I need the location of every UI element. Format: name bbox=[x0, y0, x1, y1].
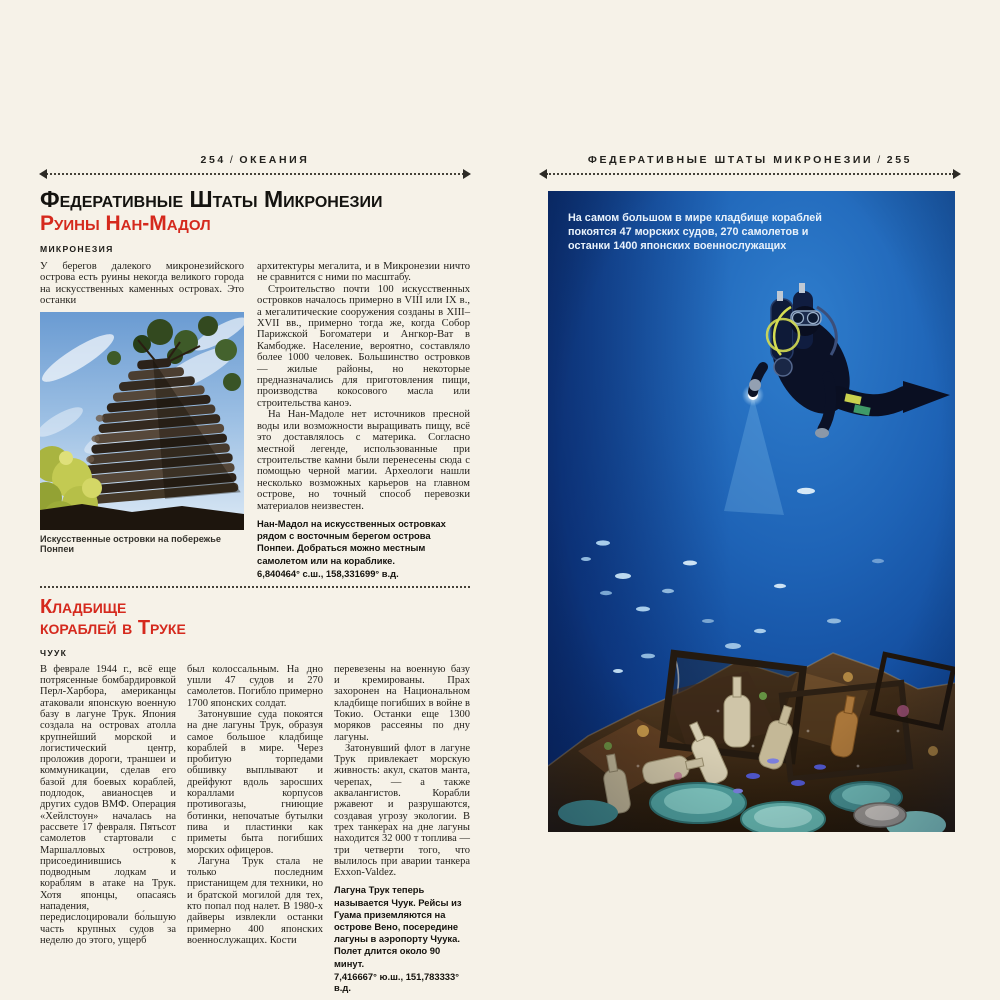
paragraph: архитектуры мегалита, и в Микронезии ничто не сравнится с ними по масштабу. bbox=[257, 261, 470, 284]
dotted-rule bbox=[46, 173, 464, 175]
column-1 bbox=[40, 261, 244, 579]
travel-tip: Нан-Мадол на искусственных островках рядом с восточным берегом острова Понпеи. Добраться можно местным самолетом или на кораблике. bbox=[257, 517, 446, 566]
paragraph: перевезены на военную базу и кремированы. Прах захоронен на Национальном кладбище погибших в войне в Токио. Останки еще 1300 моряков рассеяны по дну лагуны. bbox=[334, 663, 470, 743]
region-kicker: МИКРОНЕЗИЯ bbox=[40, 244, 114, 254]
separator: / bbox=[229, 154, 236, 166]
dotted-rule bbox=[40, 586, 470, 588]
page-number: 254 bbox=[200, 154, 226, 166]
arrow-right-icon bbox=[463, 169, 471, 179]
title-line-2: кораблей в Труке bbox=[40, 616, 186, 639]
photo-caption: Искусственные островки на побережье Понпеи bbox=[40, 533, 221, 554]
column-2 bbox=[187, 664, 323, 993]
gps-coordinates: 7,416667° ю.ш., 151,783333° в.д. bbox=[334, 970, 459, 993]
running-head-right bbox=[540, 150, 960, 166]
section-name: ФЕДЕРАТИВНЫЕ ШТАТЫ МИКРОНЕЗИИ bbox=[587, 154, 874, 166]
column-1 bbox=[40, 664, 176, 993]
column-3 bbox=[334, 664, 470, 993]
arrow-left-icon bbox=[39, 169, 47, 179]
paragraph: В феврале 1944 г., всё еще потрясенные бомбардировкой Перл-Харбора, американцы атаковали японскую военную базу в лагуне Трук. Япония создала на островах атолла крупнейший морской и логистический центр, проложив дороги, траншеи и коммуникации, сделав его базой для боевых кораблей, подлодок, авианосцев и других судов ВМФ. Операция «Хейлстоун» началась на рассвете 17 февраля. Пятьсот самолетов стартовали с Маршалловых островов, присоединившись к подводным лодкам и кораблям в атаке на Трук. Хотя японцы, опасаясь нападения, передислоцировали бо́льшую часть крупных судов за неделю до этого, ущерб bbox=[40, 663, 176, 946]
shipwreck-lagoon-illustration bbox=[548, 191, 955, 832]
paragraph: Строительство почти 100 искусственных островков началось примерно в VIII или IX в., а мегалитические сооружения созданы в XIII–XVII вв., примерно тогда же, когда Собор Парижской Богоматери и Ангкор-Ват в Камбодже. Население, вероятно, составляло более 1000 человек. Большинство островков — жилые районы, но некоторые предназначались для приготовления пищи, производства кокосового масла или строительства каноэ. bbox=[257, 283, 470, 409]
truk-columns bbox=[40, 664, 470, 993]
title-line-1: Кладбище bbox=[40, 595, 127, 618]
dotted-rule bbox=[546, 173, 954, 175]
gps-coordinates: 6,840464° с.ш., 158,331699° в.д. bbox=[257, 567, 399, 579]
travel-tip: Лагуна Трук теперь называется Чуук. Рейсы из Гуама приземляются на острове Вено, посередине лагуны в аэропорту Чуука. Полет длится около 90 минут. bbox=[334, 884, 462, 969]
page-254 bbox=[40, 150, 470, 993]
article-title-nan-madol: Руины Нан-Мадол bbox=[40, 212, 211, 235]
paragraph: Затонувший флот в лагуне Трук привлекает морскую живность: акул, скатов манта, черепах, — а также аквалангистов. Корабли ржавеют и разрушаются, создавая угрозу экологии. В трех танкерах на дне лагуны находится 32 000 т топлива — три четверти того, что вылилось при аварии танкера Exxon-Valdez. bbox=[334, 742, 470, 879]
paragraph: был колоссальным. На дно ушли 47 судов и 270 самолетов. Погибло примерно 1700 японских солдат. bbox=[187, 663, 323, 709]
article-title-truk bbox=[40, 597, 470, 639]
region-kicker: ЧУУК bbox=[40, 647, 68, 658]
ruins-illustration bbox=[40, 312, 244, 530]
arrow-right-icon bbox=[953, 169, 961, 179]
photo-caption-overlay: На самом большом в мире кладбище кораблей покоятся 47 морских судов, 270 самолетов и останки 1400 японских военнослужащих bbox=[568, 212, 822, 252]
underwater-photo bbox=[548, 191, 955, 832]
nan-madol-photo bbox=[40, 312, 244, 530]
page-255 bbox=[540, 150, 960, 832]
column-2 bbox=[257, 261, 470, 579]
running-head-left bbox=[40, 150, 470, 166]
separator: / bbox=[877, 154, 883, 166]
paragraph: У берегов далекого микронезийского острова есть руины некогда великого города на искусственных каменных островах. Это останки bbox=[40, 261, 244, 307]
page-number: 255 bbox=[886, 154, 913, 166]
section-name: ОКЕАНИЯ bbox=[239, 154, 310, 166]
arrow-left-icon bbox=[539, 169, 547, 179]
paragraph: Лагуна Трук стала не только последним пристанищем для техники, но и братской могилой для тех, кто попал под налет. В 1980-х дайверы извлекли останки примерно 400 японских военнослужащих. Кости bbox=[187, 855, 323, 946]
country-title: Федеративные Штаты Микронезии bbox=[40, 186, 383, 212]
paragraph: Затонувшие суда покоятся на дне лагуны Трук, образуя самое большое кладбище кораблей в мире. Через пробитую торпедами обшивку выплывают и дрейфуют вдоль заросших кораллами корпусов противогазы, гниющие ботинки, непочатые бутылки пива и пластинки как приметы быта погибших морских офицеров. bbox=[187, 708, 323, 856]
nan-madol-columns bbox=[40, 261, 470, 579]
paragraph: На Нан-Мадоле нет источников пресной воды или возможности выращивать пищу, всё это доставлялось с материка. Согласно местной легенде, использованные при строительстве камни были перенесены сюда с помощью черной магии. Археологи нашли несколько возможных карьеров на главном острове, но точный способ перевозки материалов неизвестен. bbox=[257, 409, 470, 512]
